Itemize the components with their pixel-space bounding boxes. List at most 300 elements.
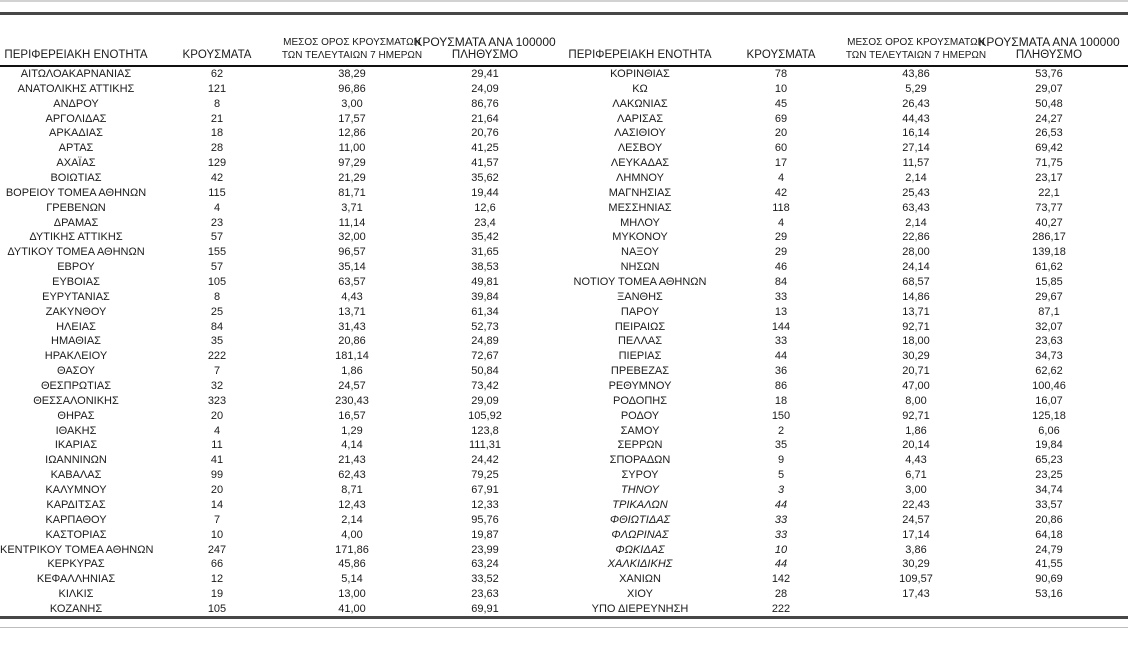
per100k-value: 39,84	[471, 290, 499, 303]
avg7-value: 24,57	[338, 380, 366, 393]
cases-value: 78	[774, 68, 788, 80]
region-name: ΕΒΡΟΥ	[57, 261, 95, 274]
per100k-value: 15,85	[1035, 276, 1063, 289]
table-row	[564, 483, 1128, 498]
region-name: ΚΑΣΤΟΡΙΑΣ	[45, 528, 107, 541]
region-name: ΦΘΙΩΤΙΔΑΣ	[609, 513, 671, 526]
per100k-value: 35,62	[471, 172, 499, 185]
cases-value: 99	[210, 469, 224, 482]
table-row	[0, 409, 564, 424]
region-name: ΝΗΣΩΝ	[620, 261, 660, 274]
cases-value: 25	[210, 305, 224, 318]
cases-value: 10	[210, 528, 224, 541]
table-row	[564, 186, 1128, 201]
avg7-value: 22,86	[902, 231, 930, 244]
region-name: ΑΝΔΡΟΥ	[53, 97, 99, 110]
cases-value: 69	[774, 112, 788, 125]
cases-value: 18	[210, 127, 224, 140]
cases-value: 14	[210, 498, 224, 511]
avg7-value: 12,43	[338, 498, 366, 511]
cases-value: 33	[774, 528, 788, 541]
avg7-value: 5,29	[905, 82, 927, 95]
table-row	[0, 557, 564, 572]
table-row	[564, 587, 1128, 602]
avg7-value: 14,86	[902, 290, 930, 303]
region-name: ΕΥΡΥΤΑΝΙΑΣ	[42, 290, 110, 303]
per100k-value: 19,84	[1035, 439, 1063, 452]
per100k-value: 69,42	[1035, 142, 1063, 155]
region-name: ΠΑΡΟΥ	[620, 305, 660, 318]
table-row	[0, 453, 564, 468]
region-name: ΠΕΙΡΑΙΩΣ	[614, 320, 666, 333]
region-name: ΚΩ	[632, 82, 648, 95]
table-row	[0, 126, 564, 141]
per100k-value: 64,18	[1035, 528, 1063, 541]
avg7-value: 18,00	[902, 335, 930, 348]
table-row	[564, 230, 1128, 245]
table-row	[564, 394, 1128, 409]
per100k-value: 49,81	[471, 276, 499, 289]
region-name: ΘΕΣΣΑΛΟΝΙΚΗΣ	[33, 394, 119, 407]
cases-value: 84	[774, 276, 788, 289]
cases-value: 29	[774, 231, 788, 244]
region-name: ΑΙΤΩΛΟΑΚΑΡΝΑΝΙΑΣ	[20, 68, 132, 80]
avg7-value: 24,57	[902, 513, 930, 526]
region-name: ΘΗΡΑΣ	[57, 409, 95, 422]
region-name: ΚΑΒΑΛΑΣ	[50, 469, 102, 482]
region-name: ΠΙΕΡΙΑΣ	[618, 350, 662, 363]
region-name: ΧΑΛΚΙΔΙΚΗΣ	[607, 558, 673, 571]
per100k-value: 29,09	[471, 394, 499, 407]
avg7-value: 13,00	[338, 588, 366, 601]
avg7-value: 38,29	[338, 68, 366, 80]
cases-value: 46	[774, 261, 788, 274]
table-row	[0, 320, 564, 335]
cases-value: 129	[207, 157, 227, 170]
cases-value: 2	[777, 424, 785, 437]
regional-cases-tables	[0, 15, 1128, 617]
avg7-value: 32,00	[338, 231, 366, 244]
cases-value: 35	[210, 335, 224, 348]
cases-value: 20	[774, 127, 788, 140]
region-name: ΦΛΩΡΙΝΑΣ	[611, 528, 669, 541]
cases-value: 44	[774, 558, 788, 571]
regional-table-left	[0, 15, 564, 617]
avg7-value: 21,43	[338, 454, 366, 467]
region-name: ΧΙΟΥ	[627, 588, 653, 601]
cases-value: 28	[210, 142, 224, 155]
region-name: ΑΧΑΪΑΣ	[56, 157, 96, 170]
cases-value: 21	[210, 112, 224, 125]
region-name: ΚΙΛΚΙΣ	[58, 588, 94, 601]
per100k-value: 90,69	[1035, 573, 1063, 586]
region-name: ΚΟΡΙΝΘΙΑΣ	[610, 68, 670, 80]
table-row	[0, 290, 564, 305]
table-row	[564, 557, 1128, 572]
cases-value: 13	[774, 305, 788, 318]
avg7-value: 8,71	[341, 484, 363, 497]
avg7-value: 96,86	[338, 82, 366, 95]
cases-value: 62	[210, 68, 224, 80]
cases-value: 29	[774, 246, 788, 259]
cases-value: 41	[210, 454, 224, 467]
table-row	[0, 201, 564, 216]
header-per100k: ΚΡΟΥΣΜΑΤΑ ΑΝΑ 100000 ΠΛΗΘΥΣΜΟ	[414, 35, 556, 61]
per100k-value: 61,34	[471, 305, 499, 318]
cases-value: 118	[772, 201, 790, 214]
avg7-value: 45,86	[338, 558, 366, 571]
region-name: ΓΡΕΒΕΝΩΝ	[46, 201, 106, 214]
avg7-value: 12,86	[338, 127, 366, 140]
cases-value: 4	[213, 424, 221, 437]
table-header-right	[564, 15, 1128, 65]
header-cases: ΚΡΟΥΣΜΑΤΑ	[746, 49, 816, 61]
table-row	[0, 305, 564, 320]
region-name: ΛΑΡΙΣΑΣ	[616, 112, 663, 125]
cases-value: 222	[771, 602, 791, 615]
avg7-value: 171,86	[335, 543, 369, 556]
cases-value: 247	[207, 543, 227, 556]
avg7-value: 4,43	[905, 454, 927, 467]
per100k-value: 23,4	[474, 216, 496, 229]
cases-value: 45	[774, 97, 788, 110]
region-name: ΚΕΡΚΥΡΑΣ	[47, 558, 105, 571]
cases-value: 12	[210, 573, 224, 586]
per100k-value: 69,91	[471, 602, 499, 615]
cases-value: 3	[777, 484, 785, 497]
per100k-value: 23,17	[1035, 172, 1063, 185]
table-row	[564, 364, 1128, 379]
table-row	[564, 334, 1128, 349]
avg7-value: 3,86	[905, 543, 927, 556]
cases-value: 32	[210, 380, 224, 393]
per100k-value: 6,06	[1038, 424, 1060, 437]
cases-value: 142	[771, 573, 791, 586]
table-header-left	[0, 15, 564, 65]
table-row	[0, 112, 564, 127]
per100k-value: 40,27	[1035, 216, 1063, 229]
region-name: ΣΕΡΡΩΝ	[617, 439, 663, 452]
region-name: ΒΟΙΩΤΙΑΣ	[50, 172, 102, 185]
cases-value: 4	[777, 216, 785, 229]
avg7-value: 21,29	[338, 172, 366, 185]
per100k-value: 19,44	[471, 186, 499, 199]
per100k-value: 23,63	[1035, 335, 1063, 348]
cases-value: 23	[210, 216, 224, 229]
cases-value: 4	[777, 172, 785, 185]
table-row	[0, 245, 564, 260]
per100k-value: 65,23	[1035, 454, 1063, 467]
avg7-value: 41,00	[338, 602, 366, 615]
region-name: ΣΑΜΟΥ	[620, 424, 660, 437]
region-name: ΚΕΝΤΡΙΚΟΥ ΤΟΜΕΑ ΑΘΗΝΩΝ	[0, 543, 154, 556]
region-name: ΡΕΘΥΜΝΟΥ	[608, 380, 672, 393]
avg7-value: 35,14	[338, 261, 366, 274]
table-row	[564, 201, 1128, 216]
avg7-value: 81,71	[338, 186, 366, 199]
per100k-value: 29,07	[1035, 82, 1063, 95]
cases-value: 60	[774, 142, 788, 155]
bottom-thick-rule	[0, 616, 1128, 619]
cases-value: 9	[777, 454, 785, 467]
region-name: ΜΑΓΝΗΣΙΑΣ	[608, 186, 672, 199]
region-name: ΛΑΣΙΘΙΟΥ	[614, 127, 666, 140]
region-name: ΣΠΟΡΑΔΩΝ	[609, 454, 671, 467]
per100k-value: 34,74	[1035, 484, 1063, 497]
per100k-value: 20,76	[471, 127, 499, 140]
table-row	[564, 438, 1128, 453]
cases-value: 105	[207, 276, 227, 289]
table-row	[0, 260, 564, 275]
region-name: ΚΑΛΥΜΝΟΥ	[45, 484, 107, 497]
region-name: ΑΡΤΑΣ	[58, 142, 94, 155]
per100k-value: 95,76	[471, 513, 499, 526]
per100k-value: 16,07	[1035, 394, 1063, 407]
table-row	[0, 483, 564, 498]
table-row	[0, 543, 564, 558]
per100k-value: 23,25	[1035, 469, 1063, 482]
avg7-value: 11,00	[338, 142, 366, 155]
cases-value: 20	[210, 409, 224, 422]
avg7-value: 20,71	[902, 365, 930, 378]
per100k-value: 73,77	[1035, 201, 1063, 214]
region-name: ΜΥΚΟΝΟΥ	[612, 231, 668, 244]
avg7-value: 8,00	[905, 394, 927, 407]
cases-value: 155	[207, 246, 227, 259]
per100k-value: 23,63	[471, 588, 499, 601]
avg7-value: 25,43	[902, 186, 930, 199]
table-row	[0, 334, 564, 349]
table-row	[0, 468, 564, 483]
avg7-value: 47,00	[902, 380, 930, 393]
region-name: ΣΥΡΟΥ	[621, 469, 659, 482]
region-name: ΔΥΤΙΚΟΥ ΤΟΜΕΑ ΑΘΗΝΩΝ	[7, 246, 145, 259]
avg7-value: 1,29	[341, 424, 363, 437]
per100k-value: 26,53	[1035, 127, 1063, 140]
avg7-value: 63,43	[902, 201, 930, 214]
avg7-value: 20,86	[338, 335, 366, 348]
cases-value: 144	[771, 320, 791, 333]
cases-value: 8	[213, 97, 221, 110]
table-row	[0, 82, 564, 97]
per100k-value: 20,86	[1035, 513, 1063, 526]
region-name: ΗΛΕΙΑΣ	[56, 320, 96, 333]
per100k-value: 24,42	[471, 454, 499, 467]
cases-value: 18	[774, 394, 788, 407]
region-name: ΤΗΝΟΥ	[621, 484, 659, 497]
cases-value: 7	[213, 513, 221, 526]
per100k-value: 34,73	[1035, 350, 1063, 363]
avg7-value: 5,14	[341, 573, 363, 586]
table-row	[564, 572, 1128, 587]
avg7-value: 4,14	[341, 439, 363, 452]
per100k-value: 21,64	[471, 112, 499, 125]
table-row	[564, 379, 1128, 394]
cases-value: 17	[774, 157, 788, 170]
avg7-value: 1,86	[341, 365, 363, 378]
avg7-value: 24,14	[902, 261, 930, 274]
region-name: ΗΡΑΚΛΕΙΟΥ	[44, 350, 108, 363]
avg7-value: 20,14	[902, 439, 930, 452]
avg7-value: 230,43	[335, 394, 369, 407]
region-name: ΛΕΥΚΑΔΑΣ	[610, 157, 670, 170]
avg7-value: 96,57	[338, 246, 366, 259]
avg7-value: 13,71	[902, 305, 930, 318]
avg7-value: 44,43	[902, 112, 930, 125]
per100k-value: 12,6	[474, 201, 496, 214]
per100k-value: 61,62	[1035, 261, 1063, 274]
table-row	[0, 186, 564, 201]
table-row	[564, 543, 1128, 558]
per100k-value: 38,53	[471, 261, 499, 274]
table-row	[0, 572, 564, 587]
avg7-value: 109,57	[899, 573, 933, 586]
region-name: ΔΡΑΜΑΣ	[53, 216, 99, 229]
cases-value: 150	[771, 409, 791, 422]
region-name: ΡΟΔΟΠΗΣ	[612, 394, 668, 407]
table-row	[0, 528, 564, 543]
per100k-value: 123,8	[471, 424, 499, 437]
cases-value: 5	[777, 469, 785, 482]
per100k-value: 100,46	[1032, 380, 1066, 393]
avg7-value: 17,14	[902, 528, 930, 541]
cases-value: 42	[774, 186, 788, 199]
table-row	[564, 67, 1128, 82]
table-rows-right	[564, 67, 1128, 617]
table-row	[564, 513, 1128, 528]
table-row	[0, 394, 564, 409]
cases-value: 11	[211, 439, 223, 452]
per100k-value: 50,84	[471, 365, 499, 378]
table-row	[564, 97, 1128, 112]
avg7-value: 3,71	[341, 201, 363, 214]
avg7-value: 2,14	[905, 216, 927, 229]
per100k-value: 71,75	[1035, 157, 1063, 170]
cases-value: 222	[207, 350, 227, 363]
per100k-value: 52,73	[471, 320, 499, 333]
header-underline-rule	[0, 65, 1128, 67]
table-row	[564, 275, 1128, 290]
per100k-value: 41,55	[1035, 558, 1063, 571]
cases-value: 33	[774, 513, 788, 526]
per100k-value: 24,89	[471, 335, 499, 348]
avg7-value: 92,71	[902, 409, 930, 422]
table-row	[0, 587, 564, 602]
table-row	[564, 82, 1128, 97]
avg7-value: 27,14	[902, 142, 930, 155]
table-row	[0, 97, 564, 112]
region-name: ΤΡΙΚΑΛΩΝ	[612, 498, 668, 511]
table-row	[564, 320, 1128, 335]
per100k-value: 105,92	[468, 409, 502, 422]
region-name: ΠΡΕΒΕΖΑΣ	[610, 365, 670, 378]
avg7-value: 16,57	[338, 409, 366, 422]
avg7-value: 6,71	[905, 469, 927, 482]
region-name: ΡΟΔΟΥ	[620, 409, 660, 422]
cases-value: 8	[213, 290, 221, 303]
region-name: ΧΑΝΙΩΝ	[619, 573, 661, 586]
region-name: ΜΗΛΟΥ	[620, 216, 660, 229]
region-name: ΘΕΣΠΡΩΤΙΑΣ	[40, 380, 112, 393]
table-row	[0, 156, 564, 171]
top-thin-rule	[0, 0, 1128, 2]
table-row	[564, 141, 1128, 156]
header-cases: ΚΡΟΥΣΜΑΤΑ	[182, 49, 252, 61]
per100k-value: 62,62	[1035, 365, 1063, 378]
table-row	[0, 171, 564, 186]
per100k-value: 79,25	[471, 469, 499, 482]
table-row	[0, 364, 564, 379]
cases-value: 33	[774, 335, 788, 348]
per100k-value: 41,57	[471, 157, 499, 170]
avg7-value: 3,00	[905, 484, 927, 497]
avg7-value: 68,57	[902, 276, 930, 289]
per100k-value: 35,42	[471, 231, 499, 244]
per100k-value: 12,33	[471, 498, 499, 511]
table-row	[0, 379, 564, 394]
avg7-value: 63,57	[338, 276, 366, 289]
region-name: ΚΟΖΑΝΗΣ	[49, 602, 103, 615]
per100k-value: 53,16	[1035, 588, 1063, 601]
table-row	[0, 230, 564, 245]
table-row	[564, 171, 1128, 186]
table-row	[564, 498, 1128, 513]
table-row	[564, 528, 1128, 543]
table-row	[564, 216, 1128, 231]
table-row	[0, 216, 564, 231]
table-row	[0, 67, 564, 82]
region-name: ΚΑΡΔΙΤΣΑΣ	[46, 498, 106, 511]
per100k-value: 33,52	[471, 573, 499, 586]
table-row	[0, 438, 564, 453]
table-row	[564, 126, 1128, 141]
region-name: ΜΕΣΣΗΝΙΑΣ	[608, 201, 672, 214]
per100k-value: 73,42	[471, 380, 499, 393]
avg7-value: 31,43	[338, 320, 366, 333]
region-name: ΚΕΦΑΛΛΗΝΙΑΣ	[36, 573, 116, 586]
per100k-value: 67,91	[471, 484, 499, 497]
cases-value: 10	[774, 82, 788, 95]
avg7-value: 43,86	[902, 68, 930, 80]
per100k-value: 19,87	[471, 528, 499, 541]
per100k-value: 72,67	[471, 350, 499, 363]
cases-value: 20	[210, 484, 224, 497]
region-name: ΕΥΒΟΙΑΣ	[52, 276, 100, 289]
avg7-value: 1,86	[905, 424, 927, 437]
region-name: ΘΑΣΟΥ	[56, 365, 96, 378]
header-avg7: ΜΕΣΟΣ ΟΡΟΣ ΚΡΟΥΣΜΑΤΩΝ ΤΩΝ ΤΕΛΕΥΤΑΙΩΝ 7 ΗΜΕΡΩΝ	[845, 37, 987, 61]
avg7-value: 28,00	[902, 246, 930, 259]
cases-value: 121	[207, 82, 227, 95]
avg7-value: 97,29	[338, 157, 366, 170]
per100k-value: 139,18	[1032, 246, 1066, 259]
per100k-value: 86,76	[471, 97, 499, 110]
avg7-value: 13,71	[338, 305, 366, 318]
cases-value: 66	[210, 558, 224, 571]
region-name: ΞΑΝΘΗΣ	[617, 290, 663, 303]
region-name: ΑΝΑΤΟΛΙΚΗΣ ΑΤΤΙΚΗΣ	[17, 82, 135, 95]
avg7-value: 22,43	[902, 498, 930, 511]
table-rows-left	[0, 67, 564, 617]
per100k-value: 87,1	[1038, 305, 1060, 318]
per100k-value: 23,99	[471, 543, 499, 556]
per100k-value: 29,67	[1035, 290, 1063, 303]
region-name: ΔΥΤΙΚΗΣ ΑΤΤΙΚΗΣ	[29, 231, 123, 244]
avg7-value: 17,43	[902, 588, 930, 601]
avg7-value: 11,14	[338, 216, 366, 229]
avg7-value: 4,00	[341, 528, 363, 541]
region-name: ΦΩΚΙΔΑΣ	[615, 543, 665, 556]
